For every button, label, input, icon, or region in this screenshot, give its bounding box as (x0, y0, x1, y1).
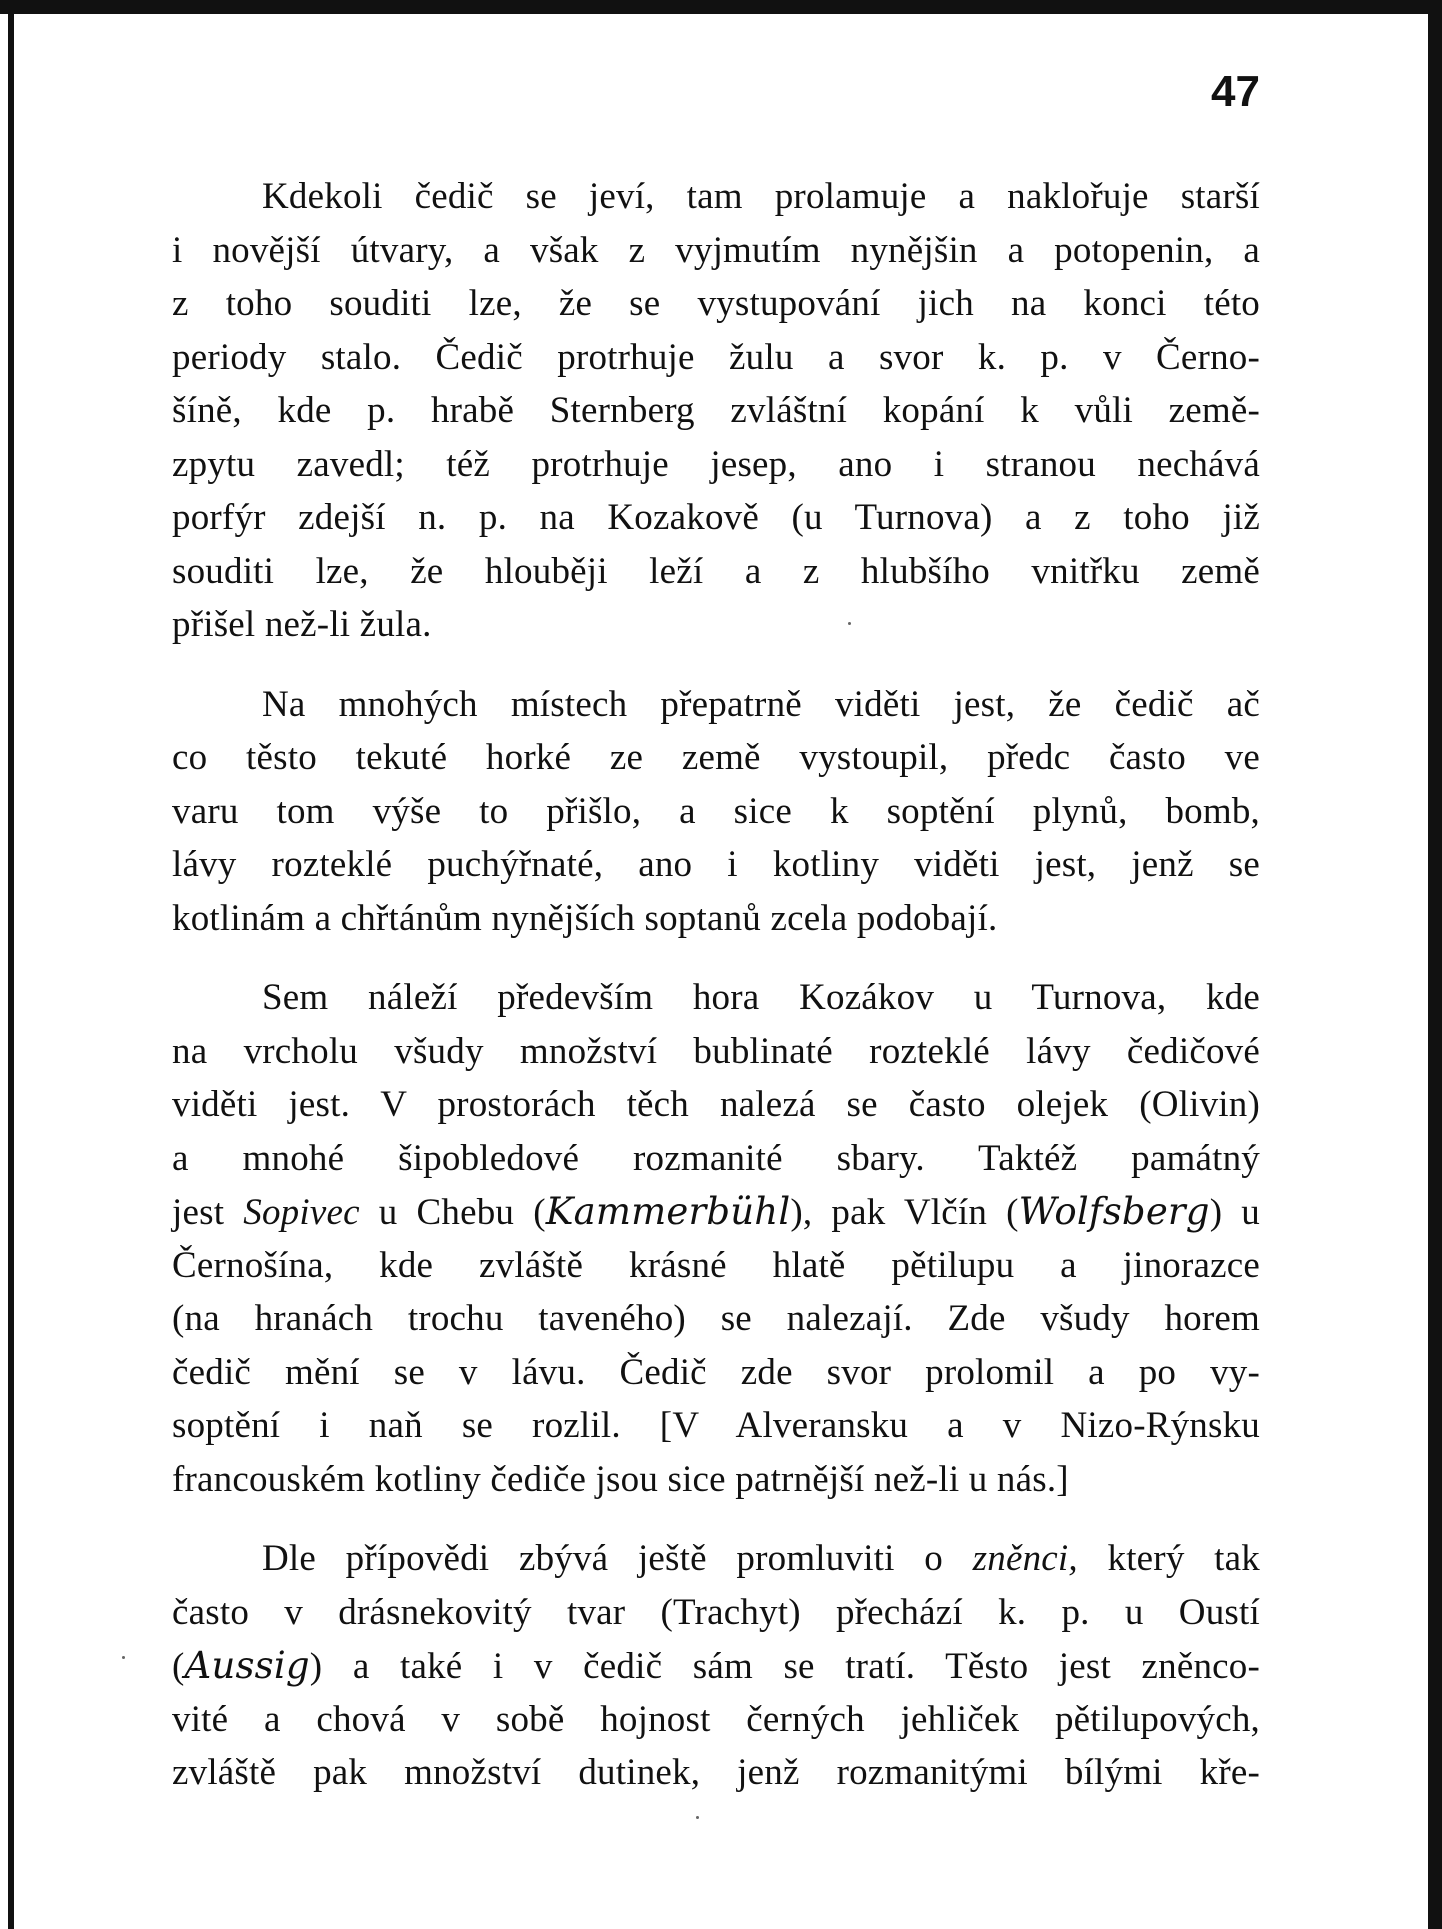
fraktur-term: Wolfsberg (1018, 1190, 1210, 1233)
page-number: 47 (1211, 67, 1260, 116)
text-line: na vrcholu všudy množství bublinaté roztеklé lávy čedičové (172, 1030, 1260, 1072)
italic-term: zněnci, (972, 1538, 1078, 1579)
text-line: z toho souditi lze, že se vystupování jich na konci této (172, 283, 1260, 324)
text-line: lávy rozteklé puchýřnaté, ano i kotliny viděti jest, jenž se (172, 844, 1260, 885)
text-run: který tak (1077, 1538, 1260, 1579)
page-binding-edge (8, 0, 14, 1929)
paragraph-1 (172, 170, 1260, 652)
text-line: viděti jest. V prostorách těch nalezá se často olejek (Olivin) (172, 1084, 1260, 1125)
text-line: i novější útvary, a však z vyjmutím nynějšin a potopenin, a (172, 229, 1260, 271)
fraktur-term: Kammerbühl (545, 1190, 791, 1233)
text-line: přišel než-li žula. (172, 604, 432, 645)
text-line: varu tom výše to přišlo, a sice k soptění plynů, bomb, (172, 790, 1260, 832)
text-line (172, 1185, 1260, 1239)
text-line: Kdekoli čedič se jeví, tam prolamuje a naklořuje starší (262, 176, 1260, 217)
paragraph-2 (172, 678, 1260, 946)
text-line: porfýr zdejší n. p. na Kozakově (u Turnova) a z toho již (172, 497, 1260, 538)
text-run: jest (172, 1192, 244, 1233)
text-line: zvláště pak množství dutinek, jenž rozmanitými bílými kře- (172, 1752, 1260, 1793)
text-line (172, 1532, 1260, 1586)
text-line: (Aussig) a také i v čedič sám se tratí. Těsto jest zněnco- (172, 1644, 1260, 1687)
text-line: periody stalo. Čedič protrhuje žulu a svor k. p. v Černo- (172, 336, 1260, 378)
text-run: ) u (1209, 1192, 1260, 1233)
print-speck (848, 622, 851, 625)
text-line: Černošína, kde zvláště krásné hlatě pětilupu a jinorazce (172, 1244, 1260, 1286)
text-line: vité a chová v sobě hojnost černých jehliček pětilupových, (172, 1698, 1260, 1740)
text-line: šíně, kde p. hrabě Sternberg zvláštní kopání k vůli země- (172, 390, 1260, 431)
text-line: kotlinám a chřtánům nynějších soptanů zcela podobají. (172, 897, 998, 939)
text-run: u Chebu ( (359, 1192, 546, 1233)
text-line: a mnohé šipobledové rozmanité sbary. Taktéž památný (172, 1137, 1260, 1179)
text-line: Na mnohých místech přepatrně viděti jest, že čedič ač (262, 683, 1260, 725)
text-line: co těsto tekuté horké ze země vystoupil, předc často ve (172, 737, 1260, 778)
text-line: souditi lze, že hlouběji leží a z hlubšího vnitřku země (172, 550, 1260, 592)
italic-term: Sopivec (243, 1192, 360, 1233)
fraktur-term: Aussig (184, 1644, 310, 1687)
text-line: zpytu zavedl; též protrhuje jesep, ano i stranou nechává (172, 443, 1260, 485)
print-speck (696, 1816, 699, 1819)
text-line: čedič mění se v lávu. Čedič zde svor prolomil a po vy- (172, 1351, 1260, 1393)
text-run: Dle přípovědi zbývá ještě promluviti o (262, 1538, 973, 1579)
paragraph-3 (172, 971, 1260, 1506)
body-text (172, 170, 1260, 1800)
text-line: francouském kotliny čediče jsou sice patrnější než-li u nás.] (172, 1458, 1069, 1500)
text-run: ) a také i v čedič sám se tratí. Těsto jest zněnco- (309, 1646, 1260, 1687)
text-line: soptění i naň se rozlil. [V Alveransku a v Nizo-Rýnsku (172, 1405, 1260, 1446)
text-line: často v drásnekovitý tvar (Trachyt) přechází k. p. u Oustí (172, 1591, 1260, 1633)
text-line: (na hranách trochu taveného) se nalezají. Zde všudy horem (172, 1298, 1260, 1339)
text-line: Sem náleží především hora Kozákov u Turnova, kde (262, 977, 1260, 1018)
text-run: ), pak Vlčín ( (790, 1192, 1019, 1233)
print-speck (122, 1656, 125, 1659)
paragraph-4 (172, 1532, 1260, 1800)
